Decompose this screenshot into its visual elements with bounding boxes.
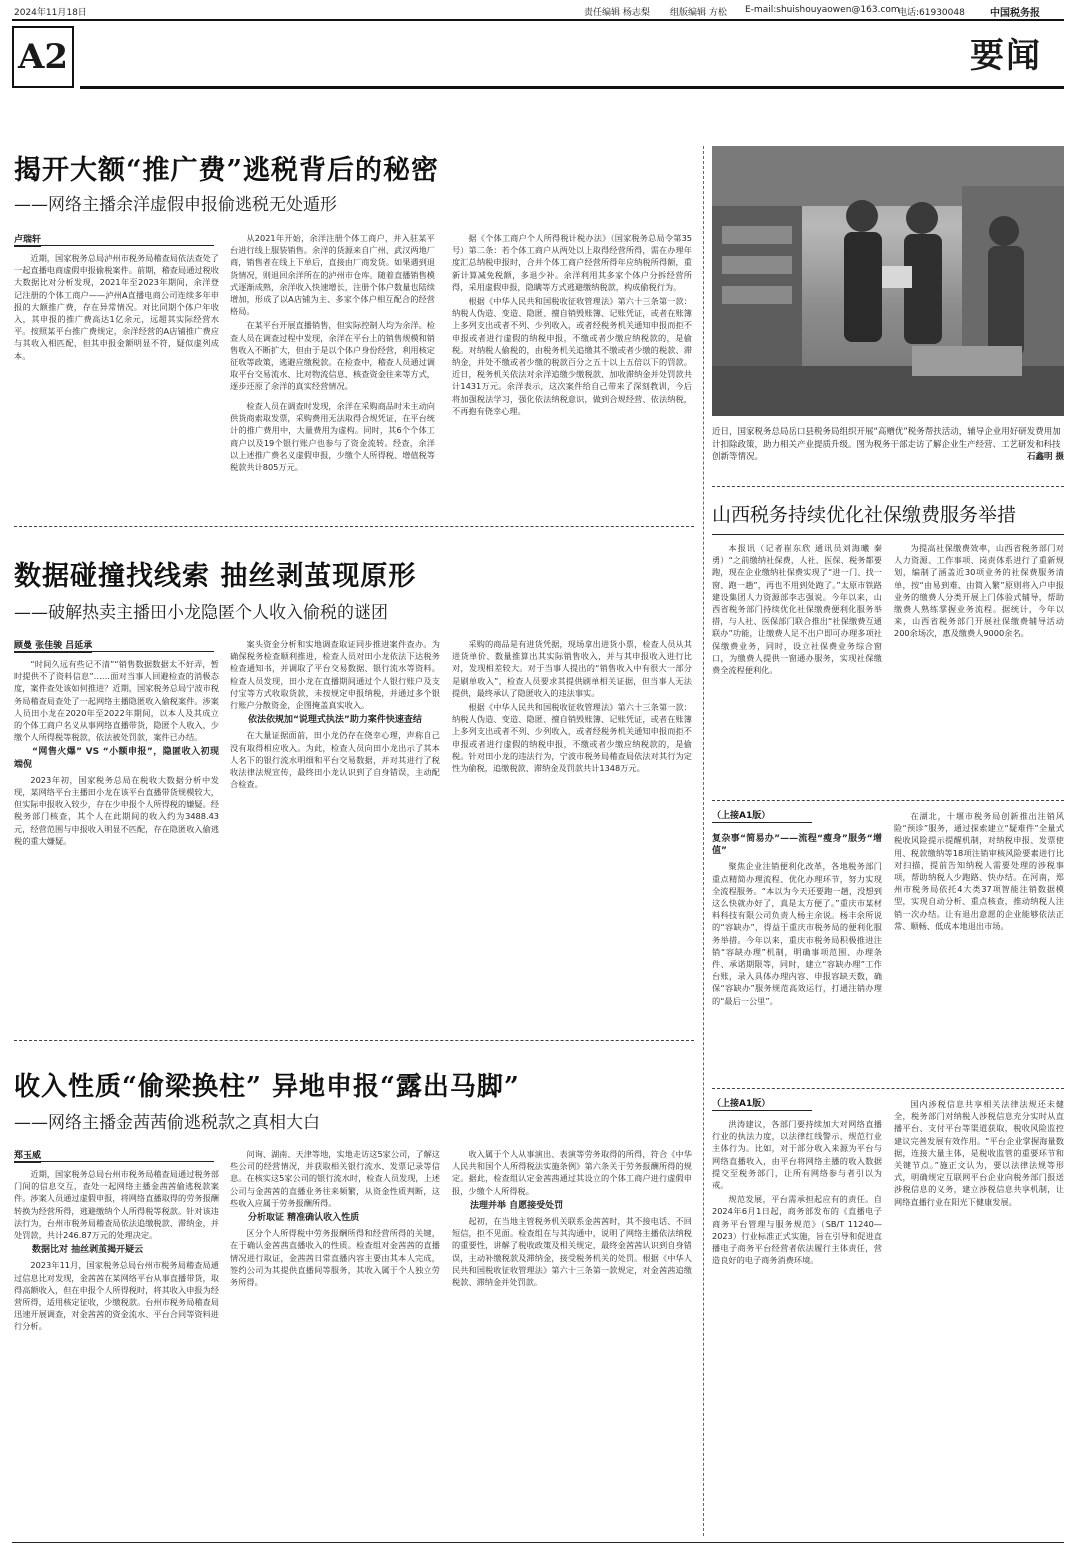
article-sx-para-1: 本报讯（记者崔东欣 通讯员刘海曦 秦勇）“之前缴纳社保费，人社、医保、税务都要跑，现在企业缴纳社保费实现了“进一门、找一窗、跑一趟”，再也不用到处跑了。”太原市铁路建设集团人力资源部李志强说。今年以来，山西省税务部门持续优化社保缴费便利化服务举措，与人社、医保部门联合推出“社保缴费互通联办”功能，让缴费人足不出户即可办理多项社保缴费业务，同时，设立社保费业务综合窗口，为缴费人提供一窗通办服务，实现社保缴费全流程便利化。 (712, 543, 882, 676)
jump2-para-3: 国内涉税信息共享相关法律法规还未健全，税务部门对纳税人涉税信息充分实时从直播平台、支付平台等渠道获取，税收风险监控建议完善发展有效作用。“平台企业掌握海量数据，连接大量主体，是税收监管的重要环节和关键节点。”施正文认为，要以法律法规等形式，明确规定互联网平台企业向税务部门报送涉税信息的义务，建立涉税信息共享机制，让网络直播行业在阳光下健康发展。 (894, 1099, 1064, 1207)
article-jump2-col-1 (712, 1118, 882, 1536)
photo-caption (712, 426, 1064, 464)
article2-para-1: “时间久远有些记不清”“销售数据数据太不好弄，暂时提供不了资料信息”……面对当事人回避检查的消极态度，案件查处该如何推进？近期，国家税务总局宁波市税务局稽查局查处了一起网络主播隐匿收入偷税案件。涉案人员田小龙在2020年至2022年期间，以本人及其成立的个体工商户名义从事网络直播带货，隐匿个人收入，少缴个人所得税等税款，依法被处罚款，案件已办结。 (14, 659, 219, 743)
jump2-label: （上接A1版） (712, 1099, 771, 1109)
article-jump2-col-2 (894, 1098, 1064, 1536)
article1-col-1 (14, 252, 219, 508)
article-jump1-col-1 (712, 830, 882, 1080)
article3-para-4: 区分个人所得税中劳务报酬所得和经营所得的关键，在于确认金茜茜直播收入的性质。检查组对金茜茜的直播情况进行取证，金茜茜日常直播内容主要由其本人完成，签约公司为其提供直播间等服务，其收入属于个人独立劳务所得。 (230, 1228, 440, 1288)
article1-title: 揭开大额“推广费”逃税背后的秘密 (14, 155, 440, 186)
article1-col-3 (230, 400, 435, 508)
article3-subhead-2: 分析取证 精准确认收入性质 (248, 1213, 360, 1224)
sx-top-rule (712, 486, 1064, 487)
masthead-date: 2024年11月18日 (14, 8, 87, 18)
article2-title: 数据碰撞找线索 抽丝剥茧现原形 (14, 561, 417, 592)
article2-para-2: 2023年初，国家税务总局在税收大数据分析中发现，某网络平台主播田小龙在该平台直播带货规模较大，但实际申报收入较少，存在少申报个人所得税的嫌疑。经税务部门核查，其个人在此期间的收入约为3488.43元，经营范围与申报收入明显不匹配，存在隐匿收入偷逃税的重大嫌疑。 (14, 774, 219, 846)
article-sx-para-2: 为提高社保缴费效率，山西省税务部门对人力资源、工作事项、岗责体系进行了重新规划，编制了涵盖近30项业务的社保费服务清单，按“由易到难、由简入繁”原则将入户申报业务的缴费人分类开展上门体验式辅导，帮助缴费人熟练掌握业务流程。据统计，今年以来，山西省税务部门开展社保缴费辅导活动200余场次，惠及缴费人9000余名。 (894, 543, 1064, 639)
jump1-label: （上接A1版） (712, 811, 771, 821)
article2-byline-rule (14, 651, 214, 652)
article3-para-6: 起初，在当地主管税务机关联系金茜茜时，其不接电话、不回短信，拒不见面。检查组在与其沟通中，说明了网络主播依法纳税的重要性，讲解了税收政策及相关规定，最终金茜茜认识到自身错误，主动补缴税款及滞纳金，接受税务机关的处罚。根据《中华人民共和国税收征收管理法》第六十三条第一款规定，对金茜茜追缴税款、滞纳金并处罚款。 (452, 1216, 692, 1288)
article1-para-1: 近期，国家税务总局泸州市税务局稽查局依法查处了一起直播电商虚假申报偷税案件。前期，稽查局通过税收大数据比对分析发现，2021年至2023年期间，余洋登记注册的个体工商户——泸州A直播电商公司连续多年申报的大额推广费，存在异常情况。对比同期个体户年收入，其申报的推广费高达1亿余元，远超其实际经营水平。按照某平台推广费规定，余洋经营的A店铺推广费应与其收入相匹配，但其申报金额明显不符，疑似虚列成本。 (14, 253, 219, 361)
article2-byline: 顾曼 张佳骏 吕延承 (14, 638, 92, 653)
article2-para-3: 案头资金分析和实地调查取证同步推进案件查办。为确保税务检查顺利推进，检查人员对田小龙依法下达税务检查通知书，并调取了平台交易数据、银行流水等资料。检查人员发现，田小龙在直播期间通过个人银行账户及支付宝等方式收取货款，未按规定申报纳税，并通过多个银行账户分散资金，企图掩盖真实收入。 (230, 639, 440, 711)
divider-article1-article2 (14, 526, 694, 527)
masthead-top-rule (12, 19, 1064, 21)
article2-col-2 (230, 638, 440, 1028)
factory-scene-illustration (712, 146, 1064, 416)
article3-col-3 (452, 1148, 692, 1536)
article-sx-title: 山西税务持续优化社保缴费服务举措 (712, 504, 1017, 526)
article1-para-4: 检查人员在调查时发现，余洋在采购商品时未主动向供货商索取发票，采购费用无法取得合规凭证，在平台统计的推广费用中，大量费用为虚构。同时，其6个个体工商户以及19个银行账户也参与了资金流转。经查，余洋以上述推广费名义虚假申报，少缴个人所得税、增值税等税款共计805万元。 (230, 401, 435, 473)
masthead-phone: 电话:61930048 (898, 8, 965, 18)
masthead-bottom-rule (80, 86, 1064, 89)
article1-para-2: 从2021年开始，余洋注册个体工商户，并入驻某平台进行线上服装销售。余洋的货源来自广州、武汉两地厂商，销售者在线上下单后，直接由厂商发货。如果遇到退货情况，则退回余洋所在的泸州市仓库。随着直播销售模式逐渐成熟，余洋收入快速增长，注册个体户数量也陆续增加，形成了以A店铺为主、多家个体户相互配合的经营格局。 (230, 233, 435, 317)
article2-para-4: 在大量证据面前，田小龙仍存在侥幸心理，声称自己没有取得相应收入。为此，检查人员向田小龙出示了其本人名下的银行流水明细和平台交易数据，并对其进行了税收法律法规宣传，最终田小龙认识到了自身错误，主动配合检查。 (230, 730, 440, 790)
masthead-email: E-mail:shuishouyaowen@163.com (745, 5, 900, 15)
jump1-subhead: 复杂事“简易办”——流程“瘦身”服务“增值” (712, 834, 882, 857)
news-photo (712, 146, 1064, 416)
page-number-box (12, 26, 74, 88)
article3-para-5: 收入属于个人从事演出、表演等劳务取得的所得，符合《中华人民共和国个人所得税法实施条例》第六条关于劳务报酬所得的规定。据此，检查组认定金茜茜通过其设立的个体工商户进行虚假申报，少缴个人所得税。 (452, 1149, 692, 1196)
jump1-top-rule (712, 800, 1064, 801)
jump2-para-2: 规范发展，平台需承担起应有的责任。自2024年6月1日起，商务部发布的《直播电子商务平台管理与服务规范》（SB/T 11240—2023）行业标准正式实施，旨在引导和促进直播电子商务平台经营者依法履行主体责任，营造良好的电子商务消费环境。 (712, 1194, 882, 1266)
article-sx-col-2 (894, 542, 1064, 790)
article3-para-2: 2023年11月，国家税务总局台州市税务局稽查局通过信息比对发现，金茜茜在某网络平台从事直播带货，取得高额收入，但在申报个人所得税时，将其收入申报为经营所得，适用核定征收，少缴税款。台州市税务局稽查局迅速开展调查，对金茜茜的资金流水、平台合同等资料进行分析。 (14, 1260, 219, 1332)
article3-title: 收入性质“偷梁换柱” 异地申报“露出马脚” (14, 1072, 520, 1102)
article2-subtitle: ——破解热卖主播田小龙隐匿个人收入偷税的谜团 (14, 603, 388, 623)
article1-para-5: 据《个体工商户个人所得税计税办法》（国家税务总局令第35号）第二条：若个体工商户从两处以上取得经营所得，需在办理年度汇总纳税申报时，合并个体工商户经营所得年应纳税所得额，重新计算减免税额，多退少补。余洋利用其多家个体户分拆经营所得，采用虚假申报，隐瞒等方式逃避缴纳税款，构成偷税行为。 (452, 233, 692, 292)
photo-credit: 石鑫明 摄 (1027, 452, 1064, 462)
divider-vertical-main (703, 146, 704, 1536)
article3-byline-rule (14, 1161, 214, 1162)
article3-subtitle: ——网络主播金茜茜偷逃税款之真相大白 (14, 1113, 320, 1133)
article-jump1-col-2 (894, 810, 1064, 1080)
article1-byline: 卢瑞轩 (14, 232, 41, 247)
jump1-para-1: 聚焦企业注销便利化改革，各地税务部门重点精简办理流程、优化办理环节，努力实现全流程服务。“本以为今天还要跑一趟，没想到这么快就办好了，真是太方便了。”重庆市某材料科技有限公司负责人杨主余说。杨丰余所说的“容缺办”，得益于重庆市税务局的便利化服务举措。今年以来，重庆市税务局积极推进注销“容缺办理”机制，明确事项范围、办理条件、承诺期限等，同时，建立“容缺办理”工作台账，录入具体办理内容、申报容缺天数，确保“容缺办”服务规范高效运行，打通注销办理的“最后一公里”。 (712, 861, 882, 1006)
page-number: A2 (17, 37, 69, 77)
masthead-layout-editor: 组版编辑 方松 (670, 8, 727, 18)
jump2-top-rule (712, 1088, 1064, 1089)
article3-col-1 (14, 1168, 219, 1536)
article-sx-col-1 (712, 542, 882, 790)
page-bottom-rule (12, 1542, 1064, 1543)
jump1-label-rule (712, 822, 812, 823)
article1-col-4 (452, 232, 692, 508)
article2-col-3 (452, 638, 692, 1028)
article2-subhead-2: 依法依规加“说理式执法”助力案件快速查结 (248, 715, 422, 726)
article2-subhead-1: “网售火爆” VS “小额申报”，隐匿收入初现端倪 (14, 747, 219, 770)
article1-para-6: 根据《中华人民共和国税收征收管理法》第六十三条第一款：纳税人伪造、变造、隐匿、擅自销毁账簿、记账凭证，或者在账簿上多列支出或者不列、少列收入，或者经税务机关通知申报而拒不申报或者进行虚假的纳税申报，不缴或者少缴应纳税款的，是偷税。对纳税人偷税的，由税务机关追缴其不缴或者少缴的税款、滞纳金，并处不缴或者少缴的税款百分之五十以上五倍以下的罚款。近日，税务机关依法对余洋追缴少缴税款、加收滞纳金并处罚款共计1431万元。余洋表示，这次案件给自己带来了深刻教训，今后将加强税法学习，强化依法纳税意识，做到合规经营、依法纳税，不再抱有侥幸心理。 (452, 296, 692, 416)
article1-byline-rule (14, 245, 214, 246)
article3-subhead-3: 法理并举 自愿接受处罚 (470, 1200, 564, 1211)
article2-col-1 (14, 658, 219, 1028)
sx-title-rule (712, 534, 1064, 535)
article1-para-3: 在某平台开展直播销售，但实际控制人均为余洋。检查人员在调查过程中发现，余洋在平台上的销售规模和销售收入不断扩大，但由于是以个体户身份经营，利用核定征收等政策，逃避应缴税款。在检查中，稽查人员通过调取平台交易流水、比对物流信息、核查资金往来等方式，逐步还原了余洋的真实经营情况。 (230, 320, 435, 392)
jump1-para-2: 在湖北，十堰市税务局创新推出注销风险“预诊”服务，通过探索建立“疑难件”全量式税收风险提示提醒机制，对纳税申报、发票使用、税款缴纳等18项注销审核风险要素进行比对扫描，提前告知纳税人需要处理的涉税事项，帮助纳税人少跑路、快办结。在河南，郑州市税务局依托4大类37项智能注销数据模型，实现自动分析、重点核查，推动纳税人注销一次办结。让有退出意愿的企业能够依法正常、顺畅、低成本地退出市场。 (894, 811, 1064, 931)
article3-para-3: 问询、湖南、天津等地，实地走访这5家公司，了解这些公司的经营情况，并获取相关银行流水、发票记录等信息。在核实这5家公司的银行流水时，检查人员发现，上述公司与金茜茜的直播业务往来频繁，从资金性质判断，这些收入应属于劳务报酬所得。 (230, 1149, 440, 1208)
divider-article2-article3 (14, 1040, 694, 1041)
article3-subhead-1: 数据比对 抽丝剥茧揭开疑云 (32, 1245, 144, 1256)
section-title: 要闻 (970, 36, 1042, 76)
article2-para-5: 采购的商品是有进货凭据，现场拿出进货小票，检查人员从其进货单价、数量推算出其实际销售收入，并与其申报收入进行比对，发现相差较大。对于当事人提出的“销售收入中有很大一部分是刷单收入”，检查人员要求其提供刷单相关证据，但当事人无法提供，最终承认了隐匿收入的违法事实。 (452, 639, 692, 698)
article1-subtitle: ——网络主播余洋虚假申报偷逃税无处遁形 (14, 195, 337, 215)
masthead-editor: 责任编辑 杨志梨 (584, 8, 650, 18)
jump2-label-rule (712, 1110, 812, 1111)
article3-byline: 郑玉威 (14, 1148, 41, 1163)
masthead-paper-name: 中国税务报 (990, 8, 1040, 19)
article3-para-1: 近期，国家税务总局台州市税务局稽查局通过税务部门间的信息交互，查处一起网络主播金茜茜偷逃税款案件。涉案人员通过虚假申报，将网络直播取得的劳务报酬转换为经营所得，逃避缴纳个人所得税等税款。针对该违法行为，台州市税务局稽查局依法追缴税款、滞纳金，并处罚款，共计246.87万元的处理决定。 (14, 1169, 219, 1241)
photo-caption-text: 近日，国家税务总局岳口县税务局组织开展“高赠优”税务帮扶活动，辅导企业用好研发费用加计扣除政策，助力相关产业提质升级。图为税务干部走访了解企业生产经营、工艺研发和科技创新等情况。 (712, 427, 1061, 462)
jump2-para-1: 洪涛建议，各部门要持续加大对网络直播行业的执法力度，以法律红线警示、规范行业主体行为。比如，对于部分收入来源为平台与网络直播收入，由平台将网络主播的收入数据提交至税务部门，让所有网络参与者引以为戒。 (712, 1119, 882, 1191)
article3-col-2 (230, 1148, 440, 1536)
article2-para-6: 根据《中华人民共和国税收征收管理法》第六十三条第一款：纳税人伪造、变造、隐匿、擅自销毁账簿、记账凭证，或者在账簿上多列支出或者不列、少列收入，或者经税务机关通知申报而拒不申报或者进行虚假的纳税申报，不缴或者少缴应纳税款的，是偷税。针对田小龙的违法行为，宁波市税务局稽查局依法对其行为定性为偷税，追缴税款、滞纳金及罚款共计1348万元。 (452, 702, 692, 774)
